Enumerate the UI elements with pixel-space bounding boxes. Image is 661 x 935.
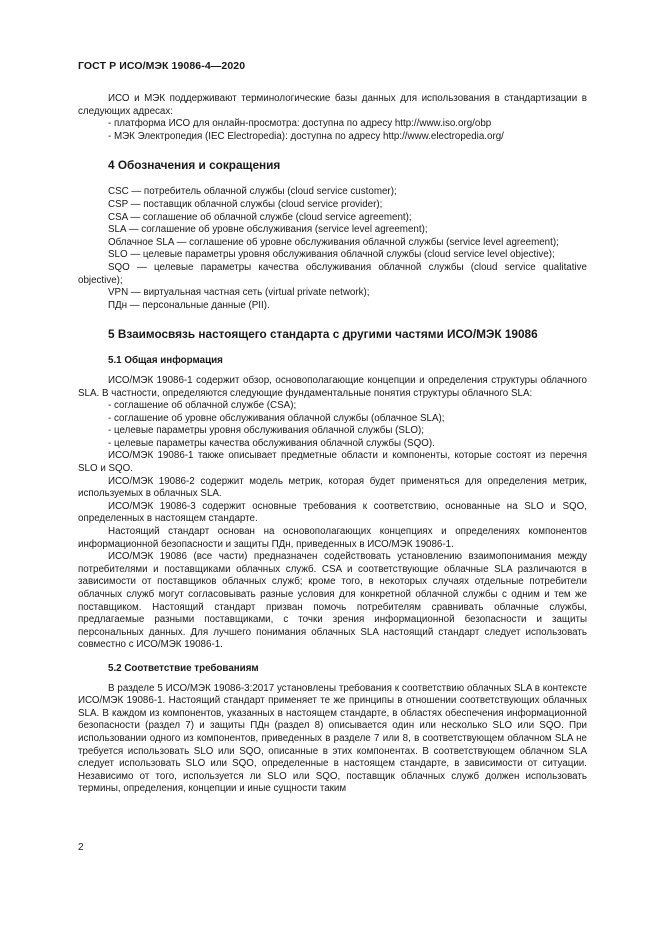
definition-item: SLO — целевые параметры уровня обслуживания облачной службы (cloud service level objective); bbox=[108, 249, 555, 261]
paragraph: ИСО/МЭК 19086-1 также описывает предметные области и компоненты, которые состоят из перечня SLO и SQO. bbox=[78, 450, 587, 475]
paragraph: ИСО/МЭК 19086-1 содержит обзор, основополагающие концепции и определения структуры облачного SLA. В частности, определяются следующие фундаментальные понятия структуры облачного SLA: bbox=[78, 374, 587, 399]
concept-list-item: - соглашение об облачной службе (CSA); bbox=[108, 400, 297, 412]
subsection-5-2-heading: 5.2 Соответствие требованиям bbox=[108, 662, 259, 674]
paragraph: ИСО/МЭК 19086-3 содержит основные требования к соответствию, основанные на SLO и SQO, определенных в настоящем стандарте. bbox=[78, 500, 587, 525]
paragraph: ИСО/МЭК 19086-2 содержит модель метрик, которая будет применяться для определения метрик, используемых в облачных SLA. bbox=[78, 475, 587, 500]
definition-item: CSP — поставщик облачной службы (cloud service provider); bbox=[108, 198, 383, 210]
page-number: 2 bbox=[78, 842, 84, 853]
definition-item: CSA — соглашение об облачной службе (cloud service agreement); bbox=[108, 211, 412, 223]
intro-paragraph: ИСО и МЭК поддерживают терминологические базы данных для использования в стандартизации в следующих адресах: bbox=[78, 93, 587, 117]
section-5-heading: 5 Взаимосвязь настоящего стандарта с другими частями ИСО/МЭК 19086 bbox=[108, 327, 538, 342]
concept-list-item: - целевые параметры уровня обслуживания облачной службы (SLO); bbox=[108, 425, 425, 437]
definition-item: VPN — виртуальная частная сеть (virtual private network); bbox=[108, 287, 370, 299]
definition-item: ПДн — персональные данные (PII). bbox=[108, 299, 270, 311]
document-body bbox=[78, 93, 587, 796]
paragraph: В разделе 5 ИСО/МЭК 19086-3:2017 установлены требования к соответствию облачных SLA в контексте ИСО/МЭК 19086-1. Настоящий стандарт применяет те же принципы в отношении соответствующих облачных SLA. В каждом из компонентов, указанных в настоящем стандарте, в областях обеспечения информационной безопасности (раздел 7) и защиты ПДн (раздел 8) описывается один или несколько SLO или SQO. При использовании одного из компонентов, приведенных в разделе 7 или 8, в соответствующем облачном SLA не требуется использовать SLO или SQO, описанные в этих компонентах. В соответствующем облачном SLA следует использовать SLO или SQO, определенные в настоящем стандарте, в зависимости от ситуации. Независимо от того, используется ли SLO или SQO, поставщик облачных служб должен использовать термины, определения, концепции и иные сущности таким bbox=[78, 682, 587, 795]
definition-item: CSC — потребитель облачной службы (cloud service customer); bbox=[108, 186, 397, 198]
intro-list-item: - МЭК Электропедия (IEC Electropedia): доступна по адресу http://www.electropedia.org/ bbox=[108, 130, 504, 142]
concept-list-item: - целевые параметры качества обслуживания облачной службы (SQO). bbox=[108, 437, 435, 449]
paragraph: ИСО/МЭК 19086 (все части) предназначен содействовать установлению взаимопонимания между потребителями и поставщиками облачных служб. CSA и соответствующие облачные SLA различаются в зависимости от поставщиков облачных служб; кроме того, в некоторых случаях отдельные потребители облачных служб могут согласовывать разные условия для конкретной облачной службы с одним и тем же поставщиком. Настоящий стандарт призван помочь потребителям сравнивать облачные службы, предлагаемые разными поставщиками, с точки зрения информационной безопасности и защиты персональных данных. Для лучшего понимания облачных SLA настоящий стандарт следует использовать совместно с ИСО/МЭК 19086-1. bbox=[78, 551, 587, 651]
concept-list-item: - соглашение об уровне обслуживания облачной службы (облачное SLA); bbox=[108, 412, 445, 424]
definition-item: SLA — соглашение об уровне обслуживания (service level agreement); bbox=[108, 224, 428, 236]
section-4-heading: 4 Обозначения и сокращения bbox=[108, 158, 281, 173]
document-header: ГОСТ Р ИСО/МЭК 19086-4—2020 bbox=[78, 60, 246, 72]
paragraph: Настоящий стандарт основан на основополагающих концепциях и определениях компонентов информационной безопасности и защиты ПДн, приведенных в ИСО/МЭК 19086-1. bbox=[78, 526, 587, 550]
definition-item: Облачное SLA — соглашение об уровне обслуживания облачной службы (service level agreement); bbox=[108, 236, 559, 248]
definition-item: SQO — целевые параметры качества обслуживания облачной службы (cloud service qualitative objective); bbox=[78, 261, 587, 286]
subsection-5-1-heading: 5.1 Общая информация bbox=[108, 355, 223, 367]
intro-list-item: - платформа ИСО для онлайн-просмотра: доступна по адресу http://www.iso.org/obp bbox=[108, 118, 492, 130]
